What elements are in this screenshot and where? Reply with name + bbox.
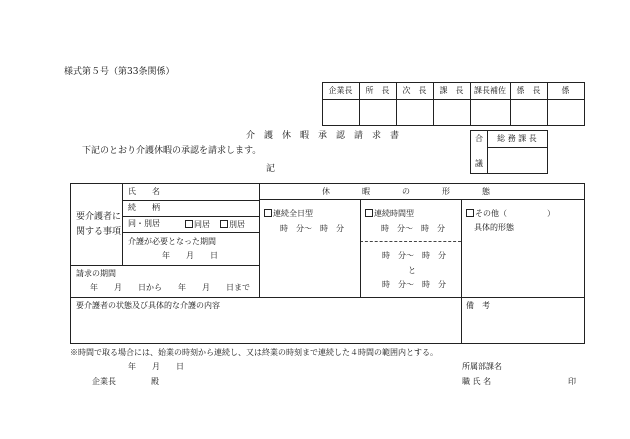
note-text: ※時間で取る場合には、始業の時刻から連続し、又は終業の時刻まで連続した４時間の範囲内とする。 [70, 348, 438, 357]
general-affairs-label-top: 合 [475, 134, 483, 143]
care-period-label: 介護が必要となった期間 [128, 237, 216, 246]
other-detail-label: 具体的形態 [474, 223, 514, 232]
relation-label: 続 柄 [128, 203, 160, 212]
care-state-label: 要介護者の状態及び具体的な介護の内容 [76, 301, 220, 310]
honorific-label: 殿 [151, 377, 159, 386]
other-option[interactable]: その他（ ） [466, 209, 555, 218]
care-recipient-label-line1: 要介護者に [76, 212, 122, 222]
hourly-time-2: 時 分～ 時 分 [382, 251, 446, 260]
addressee-label: 企業長 [92, 377, 116, 386]
leave-type-header: 休 暇 の 形 態 [322, 187, 490, 196]
footer-date: 年 月 日 [128, 362, 184, 371]
full-day-time: 時 分～ 時 分 [280, 224, 344, 233]
checkbox-icon [264, 209, 272, 217]
approval-header-unit-chief: 係 長 [516, 85, 541, 95]
general-affairs-label-bottom: 議 [475, 159, 483, 168]
cohabit-option-together[interactable]: 同居 [185, 220, 210, 229]
approval-header-section-chief: 課 長 [439, 85, 464, 95]
hourly-time-1: 時 分～ 時 分 [381, 224, 445, 233]
hourly-and: と [408, 266, 416, 275]
full-day-option[interactable]: 連続全日型 [264, 209, 313, 218]
cohabit-option-separate[interactable]: 別居 [220, 220, 245, 229]
checkbox-icon [466, 209, 474, 217]
approval-header-assistant-chief: 課長補佐 [474, 85, 506, 95]
request-period-label: 請求の期間 [76, 269, 116, 278]
care-period-value: 年 月 日 [162, 251, 218, 260]
approval-header-president: 企業長 [328, 85, 353, 95]
position-name-label: 職 氏 名 [462, 377, 492, 386]
approval-header-director: 所 長 [365, 85, 390, 95]
hourly-time-3: 時 分～ 時 分 [382, 280, 446, 289]
intro-text: 下記のとおり介護休暇の承認を請求します。 [82, 146, 262, 156]
remarks-label: 備 考 [466, 301, 490, 310]
name-label: 氏 名 [128, 187, 160, 196]
general-affairs-header: 総 務 課 長 [497, 133, 537, 143]
cohabit-label: 同・別居 [128, 219, 160, 228]
seal-label: 印 [568, 377, 576, 386]
checkbox-icon [185, 220, 193, 228]
approval-header-staff: 係 [561, 85, 570, 95]
request-period-value: 年 月 日から 年 月 日まで [90, 283, 250, 292]
care-recipient-label-line2: 関する事項 [76, 227, 122, 237]
document-title: 介 護 休 暇 承 認 請 求 書 [246, 131, 400, 141]
ki-label: 記 [266, 164, 276, 174]
approval-header-deputy: 次 長 [402, 85, 427, 95]
checkbox-icon [365, 209, 373, 217]
department-label: 所属部課名 [462, 362, 502, 371]
checkbox-icon [220, 220, 228, 228]
hourly-option[interactable]: 連続時間型 [365, 209, 414, 218]
form-number: 様式第５号（第33条関係） [64, 67, 175, 77]
